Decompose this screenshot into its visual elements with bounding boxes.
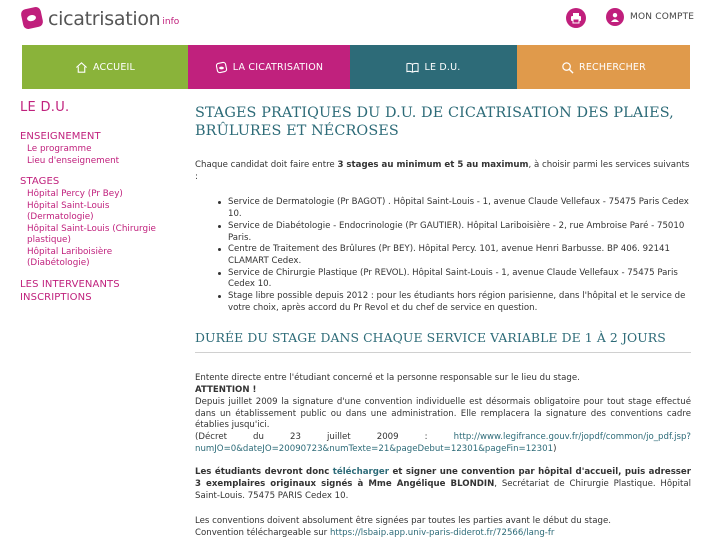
sidebar-link-lariboisiere[interactable]: Hôpital Lariboisière	[27, 246, 113, 257]
home-icon	[75, 61, 88, 74]
site-logo[interactable]	[22, 8, 179, 30]
user-icon	[606, 8, 624, 26]
print-button[interactable]	[566, 8, 586, 28]
nav-accueil-label: ACCUEIL	[92, 61, 136, 73]
etud-text-a: Les étudiants devront donc	[195, 467, 333, 478]
account-link[interactable]	[606, 8, 694, 26]
decret-word: 2009	[376, 431, 399, 442]
signature-block	[195, 516, 691, 539]
sidebar-title: LE D.U.	[20, 100, 70, 115]
decret-word: 23	[290, 431, 301, 442]
decret-word: du	[253, 431, 264, 442]
sidebar-link-programme[interactable]: Le programme	[27, 144, 92, 154]
services-list	[195, 197, 691, 314]
legifrance-link-cont[interactable]: numJO=0&dateJO=20090723&numTexte=21&pageDebut=12301&pageFin=12301	[195, 443, 554, 454]
cicatrisation-icon	[215, 61, 228, 74]
section-subtitle: DURÉE DU STAGE DANS CHAQUE SERVICE VARIABLE DE 1 À 2 JOURS	[195, 330, 691, 353]
convention-text: Depuis juillet 2009 la signature d'une convention individuelle est désormais obligatoire pour tout stage effectué dans un établissement public ou dans une administration. Elle remplacera la signature des conventions cadre établies jusqu'ici.	[195, 396, 691, 431]
book-icon	[406, 61, 419, 74]
logo-sub: info	[162, 17, 180, 27]
sidebar-link-lariboisiere-2[interactable]: (Diabétologie)	[27, 258, 90, 268]
header	[0, 0, 711, 44]
logo-icon	[20, 6, 44, 30]
nav-accueil[interactable]	[22, 45, 188, 89]
list-item: Service de Chirurgie Plastique (Pr REVOL). Hôpital Saint-Louis - 1, avenue Claude Vellefaux - 75475 Paris Cedex 10.	[218, 268, 691, 291]
decret-line	[195, 432, 691, 444]
legifrance-link[interactable]: http://www.legifrance.gouv.fr/jopdf/common/jo_pdf.jsp?	[453, 431, 691, 442]
sidebar	[20, 100, 180, 305]
nav-le-du[interactable]	[350, 45, 517, 89]
attention-label: ATTENTION !	[195, 385, 257, 396]
logo-text: cicatrisation	[48, 8, 161, 30]
main-content	[195, 104, 691, 540]
sidebar-link-saint-louis-derm-2[interactable]: (Dermatologie)	[27, 212, 94, 222]
intro-text-c: , à choisir parmi les services suivants :	[195, 160, 690, 182]
page-title	[195, 104, 691, 140]
sidebar-link-saint-louis-chir-2[interactable]: plastique)	[27, 235, 71, 245]
nav-rechercher[interactable]	[517, 45, 690, 89]
intro-paragraph	[195, 160, 691, 183]
etud-text-c: , Secrétariat de Chirurgie Plastique. Hôpital Saint-Louis. 75475 PARIS Cedex 10.	[195, 479, 691, 501]
page-title-line2: BRÛLURES ET NÉCROSES	[195, 123, 399, 139]
page-title-line1: STAGES PRATIQUES DU D.U. DE CICATRISATION DES PLAIES,	[195, 105, 674, 121]
decret-word: :	[424, 431, 428, 442]
convention-block	[195, 373, 691, 455]
etudiants-paragraph	[195, 467, 691, 502]
sidebar-section-stages[interactable]: STAGES	[20, 176, 60, 187]
sidebar-section-intervenants[interactable]: LES INTERVENANTS	[20, 278, 120, 290]
nav-la-cicatrisation-label: LA CICATRISATION	[232, 61, 324, 73]
decret-end: )	[553, 443, 557, 454]
entente-text: Entente directe entre l'étudiant concerné et la personne responsable sur le lieu du stage.	[195, 373, 580, 384]
intro-text-a: Chaque candidat doit faire entre	[195, 160, 338, 170]
signees-text: Les conventions doivent absolument être signées par toutes les parties avant le début du stage.	[195, 516, 611, 527]
download-label: Convention téléchargeable sur	[195, 528, 330, 539]
decret-word: (Décret	[195, 431, 227, 442]
sidebar-link-percy[interactable]: Hôpital Percy (Pr Bey)	[27, 189, 123, 199]
account-label: MON COMPTE	[630, 12, 695, 22]
telecharger-link[interactable]: télécharger	[332, 467, 389, 478]
nav-rechercher-label: RECHERCHER	[579, 61, 646, 73]
search-icon	[561, 61, 574, 74]
list-item: Stage libre possible depuis 2012 : pour les étudiants hors région parisienne, dans l'hôpital et le service de votre choix, après accord du Pr Revol et du chef de service en question.	[218, 291, 691, 314]
sidebar-section-enseignement[interactable]: ENSEIGNEMENT	[20, 131, 101, 142]
nav-la-cicatrisation[interactable]	[188, 45, 350, 89]
sidebar-link-saint-louis-chir[interactable]: Hôpital Saint-Louis (Chirurgie	[27, 223, 156, 234]
list-item: Service de Diabétologie - Endocrinologie (Pr GAUTIER). Hôpital Lariboisière - 2, rue Ambroise Paré - 75010 Paris.	[218, 221, 691, 244]
intro-text-bold: 3 stages au minimum et 5 au maximum	[337, 160, 529, 170]
printer-icon	[570, 12, 582, 24]
main-nav	[22, 45, 690, 89]
list-item: Centre de Traitement des Brûlures (Pr BEY). Hôpital Percy. 101, avenue Henri Barbusse. BP 406. 92141 CLAMART Cedex.	[218, 244, 691, 267]
sidebar-section-inscriptions[interactable]: INSCRIPTIONS	[20, 291, 92, 303]
etud-text-b: et signer une convention par hôpital d'accueil, puis adresser 3 exemplaires originaux signés à Mme Angélique BLONDIN	[195, 467, 691, 490]
decret-word: juillet	[327, 431, 351, 442]
convention-download-link[interactable]: https://lsbaip.app.univ-paris-diderot.fr/72566/lang-fr	[329, 528, 555, 539]
sidebar-link-lieu[interactable]: Lieu d'enseignement	[27, 155, 120, 166]
list-item: Service de Dermatologie (Pr BAGOT) . Hôpital Saint-Louis - 1, avenue Claude Vellefaux - 75475 Paris Cedex 10.	[218, 197, 691, 220]
sidebar-link-saint-louis-derm[interactable]: Hôpital Saint-Louis	[27, 200, 110, 211]
nav-le-du-label: LE D.U.	[424, 61, 461, 73]
